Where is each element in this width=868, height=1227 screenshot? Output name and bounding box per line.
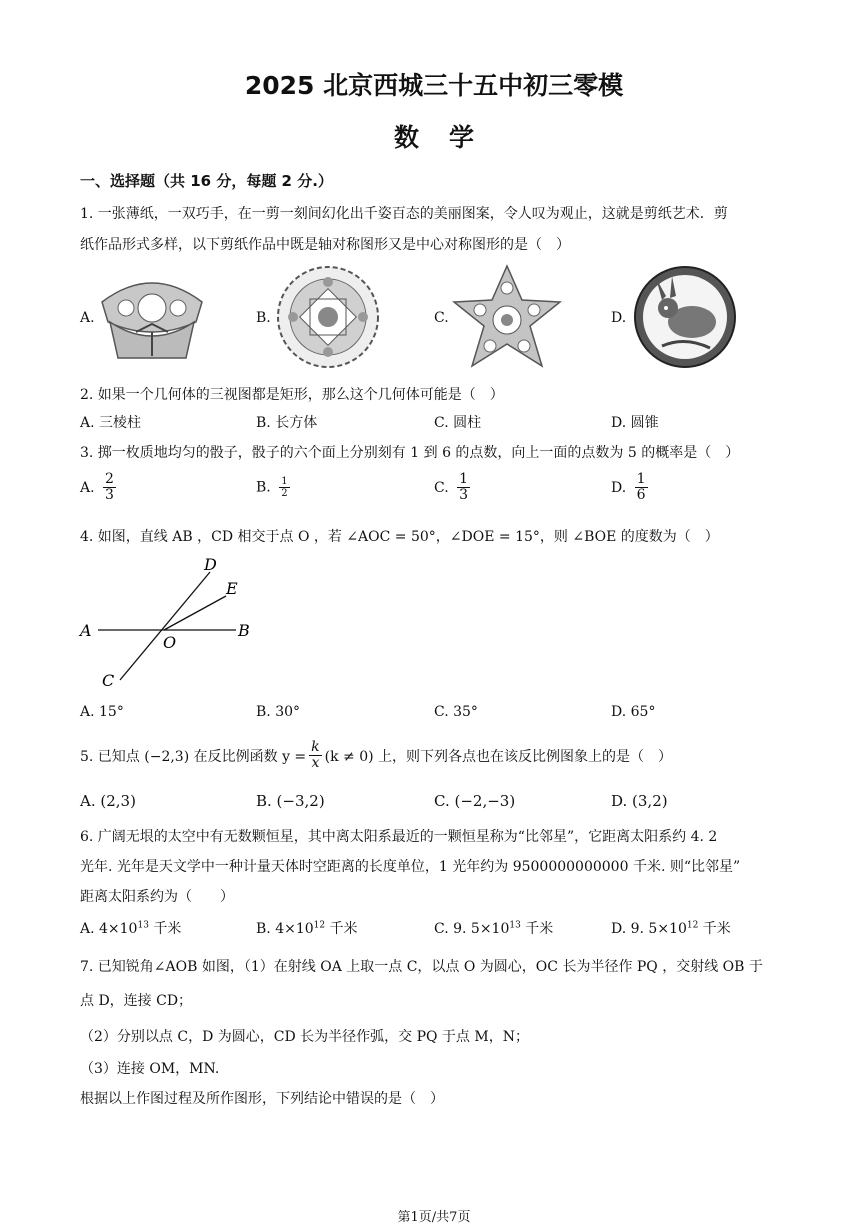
q6-option-d-unit: 千米 [698, 921, 731, 937]
q7-line2: 点 D，连接 CD； [80, 993, 193, 1009]
q5-option-a: A. (2,3) [80, 792, 136, 810]
paper-cut-d-image [632, 264, 738, 370]
q1-option-b-label: B. [256, 310, 271, 326]
q7-line3: （2）分别以点 C，D 为圆心，CD 长为半径作弧，交 PQ 于点 M，N； [80, 1029, 529, 1045]
q6-option-d-exponent: 12 [686, 920, 699, 931]
section-heading: 一、选择题（共 16 分，每题 2 分.） [80, 172, 333, 190]
q5-option-c: C. (−2,−3) [434, 792, 516, 810]
q1-option-d-label: D. [611, 310, 627, 326]
fraction-numerator: 1 [459, 471, 469, 487]
intersecting-lines-figure [76, 552, 266, 692]
q3-option-a-fraction [103, 472, 116, 504]
label-b: B [238, 621, 250, 640]
fraction-numerator: 2 [105, 471, 114, 487]
fraction-denominator: 3 [105, 487, 114, 504]
q3-option-b [256, 476, 290, 499]
label-a: A [80, 621, 92, 640]
q4-option-b: B. 30° [256, 704, 301, 720]
q3-option-a [80, 472, 116, 504]
q5-stem [80, 740, 672, 772]
q6-option-a-base: A. 4×10 [80, 921, 138, 937]
fraction-denominator: 2 [281, 488, 288, 499]
fraction-denominator: x [311, 755, 320, 772]
q6-option-a-unit: 千米 [148, 921, 182, 937]
label-c: C [102, 671, 115, 690]
q3-option-d-label: D. [611, 479, 627, 496]
fraction-numerator: 1 [636, 471, 646, 487]
q2-option-d: D. 圆锥 [611, 415, 659, 431]
q6-option-c-exponent: 13 [509, 920, 521, 931]
q6-line2: 光年. 光年是天文学中一种计量天体时空距离的长度单位，1 光年约为 9500000000000 千米. 则“比邻星” [80, 859, 741, 875]
q1-option-a-label: A. [80, 310, 95, 326]
q3-option-d [611, 472, 648, 504]
q6-option-b-exponent: 12 [313, 920, 326, 931]
q3-option-b-label: B. [256, 479, 271, 496]
q7-line1: 7. 已知锐角∠AOB 如图，（1）在射线 OA 上取一点 C，以点 O 为圆心，OC 长为半径作 PQ ，交射线 OB 于 [80, 959, 763, 975]
q5-option-b: B. (−3,2) [256, 792, 325, 810]
q2-option-a: A. 三棱柱 [80, 415, 142, 431]
fraction-denominator: 6 [636, 487, 646, 504]
q5-fraction [309, 740, 321, 772]
q6-option-b-unit: 千米 [325, 921, 358, 937]
q6-option-b-base: B. 4×10 [256, 921, 314, 937]
q2-stem: 2. 如果一个几何体的三视图都是矩形，那么这个几何体可能是（ ） [80, 387, 504, 403]
label-o: O [163, 633, 177, 652]
exam-title: 2025 北京西城三十五中初三零模 [244, 71, 624, 100]
q4-option-d: D. 65° [611, 704, 656, 720]
q3-option-b-fraction [279, 476, 289, 499]
q6-line3: 距离太阳系约为（ ） [80, 889, 234, 905]
q6-option-c-unit: 千米 [520, 921, 554, 937]
q1-line2: 纸作品形式多样，以下剪纸作品中既是轴对称图形又是中心对称图形的是（ ） [80, 237, 570, 253]
q5-stem-pre: 5. 已知点 (−2,3) 在反比例函数 y = [80, 748, 307, 765]
q3-option-c-label: C. [434, 479, 449, 496]
ray-oe [164, 596, 226, 630]
q2-option-b: B. 长方体 [256, 415, 318, 431]
q1-line1: 1. 一张薄纸，一双巧手，在一剪一刻间幻化出千姿百态的美丽图案，令人叹为观止，这就是剪纸艺术．剪 [80, 206, 728, 222]
q4-option-a: A. 15° [80, 704, 124, 720]
q3-option-c-fraction [457, 472, 470, 504]
label-e: E [226, 579, 238, 598]
q4-stem: 4. 如图，直线 AB ，CD 相交于点 O ，若 ∠AOC = 50°，∠DOE = 15°，则 ∠BOE 的度数为（ ） [80, 529, 719, 545]
q7-line5: 根据以上作图过程及所作图形，下列结论中错误的是（ ） [80, 1091, 444, 1107]
paper-cut-b-image [274, 264, 382, 370]
paper-cut-a-image [96, 272, 208, 360]
q6-line1: 6. 广阔无垠的太空中有无数颗恒星，其中离太阳系最近的一颗恒星称为“比邻星”，它距离太阳系约 4. 2 [80, 829, 718, 845]
q3-option-a-label: A. [80, 479, 95, 496]
fraction-numerator: 1 [281, 476, 288, 487]
q6-option-d-base: D. 9. 5×10 [611, 921, 687, 937]
q7-line4: （3）连接 OM，MN. [80, 1061, 220, 1077]
q1-option-c-label: C. [434, 310, 449, 326]
q6-option-a-exponent: 13 [137, 920, 149, 931]
q5-option-d: D. (3,2) [611, 792, 668, 810]
q6-option-c-base: C. 9. 5×10 [434, 921, 510, 937]
q5-stem-post: (k ≠ 0) 上，则下列各点也在该反比例图象上的是（ ） [324, 748, 673, 765]
subject-title: 数学 [393, 123, 504, 152]
q6-option-b [256, 918, 358, 938]
fraction-numerator: k [311, 739, 320, 755]
line-cd [120, 572, 210, 680]
page-number: 第1页/共7页 [397, 1210, 471, 1225]
q6-option-a [80, 918, 181, 938]
q3-option-d-fraction [635, 472, 648, 504]
paper-cut-c-image [450, 262, 564, 370]
q2-option-c: C. 圆柱 [434, 415, 482, 431]
q6-option-c [434, 918, 553, 938]
fraction-denominator: 3 [459, 487, 469, 504]
q6-option-d [611, 918, 731, 938]
label-d: D [204, 555, 217, 574]
q3-stem: 3. 掷一枚质地均匀的骰子，骰子的六个面上分别刻有 1 到 6 的点数，向上一面的点数为 5 的概率是（ ） [80, 445, 740, 461]
q3-option-c [434, 472, 470, 504]
q4-option-c: C. 35° [434, 704, 478, 720]
